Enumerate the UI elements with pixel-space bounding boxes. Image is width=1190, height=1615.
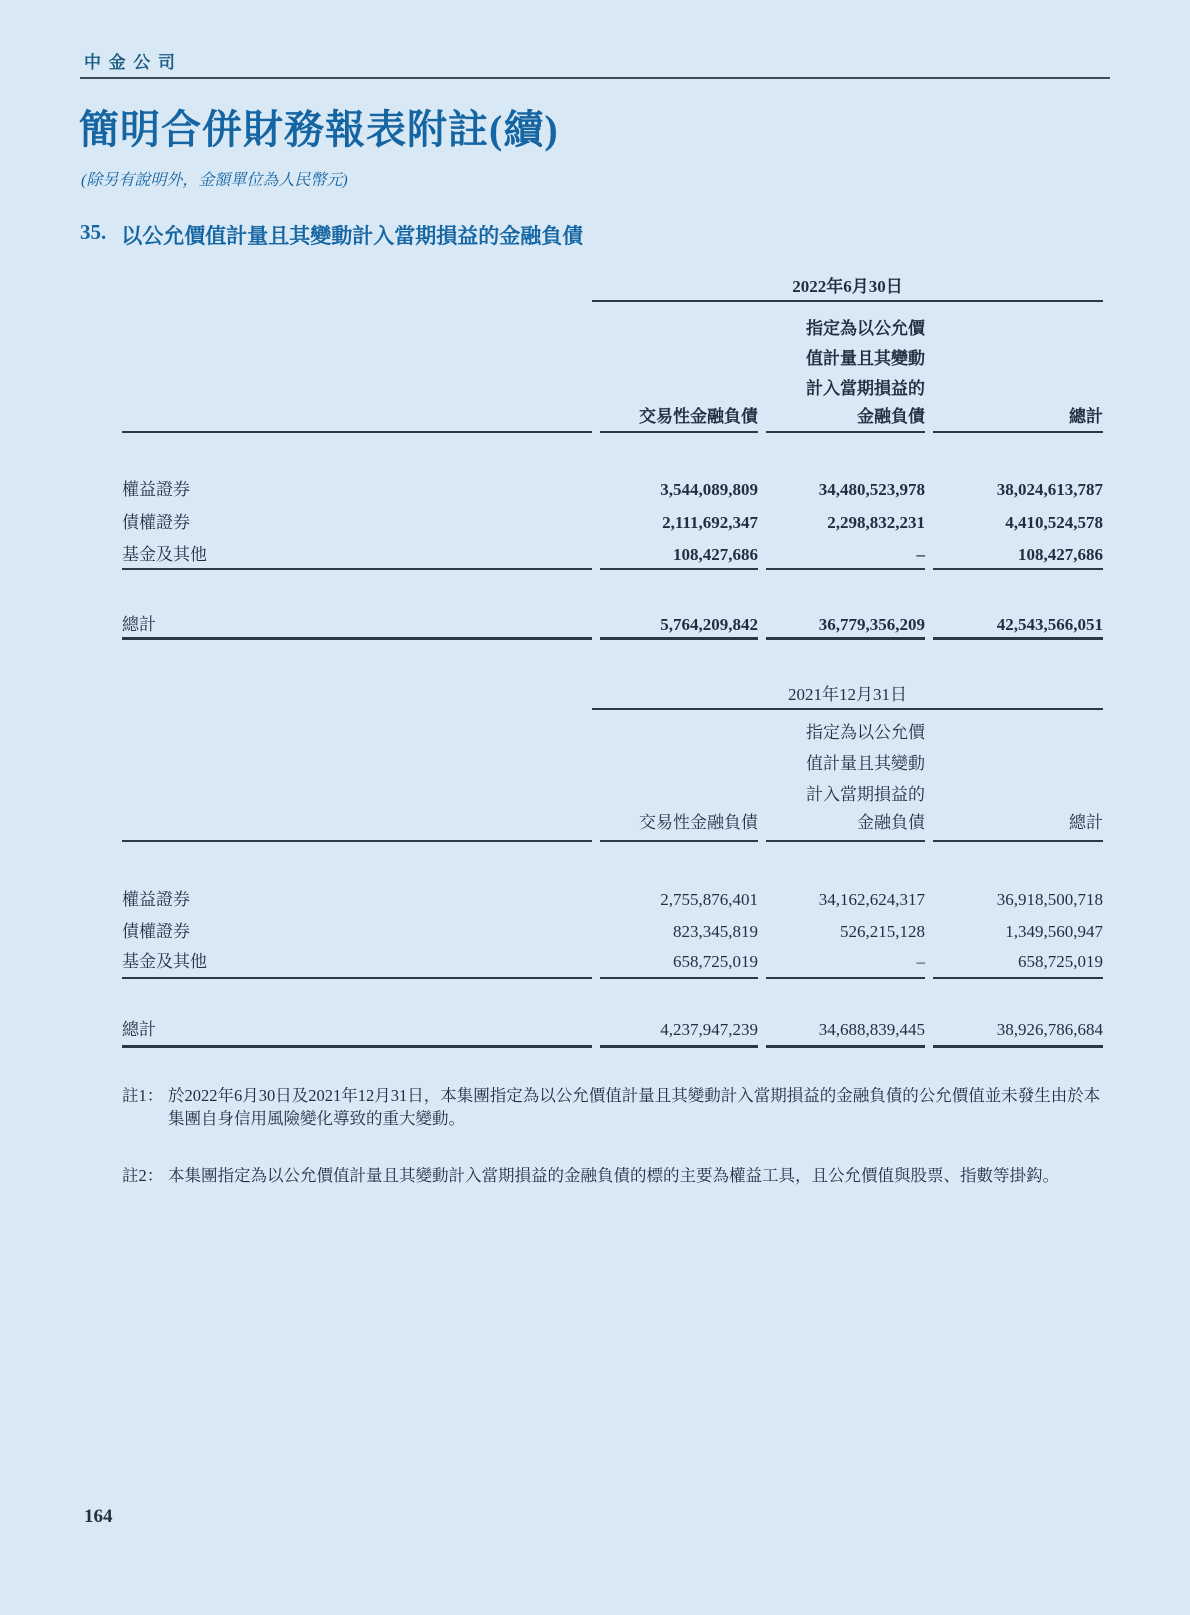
cell-value: 2,111,692,347 <box>662 513 758 532</box>
note-label: 註1： <box>122 1086 164 1105</box>
cell-value: 3,544,089,809 <box>660 480 758 499</box>
row-label: 基金及其他 <box>122 952 207 971</box>
page-subtitle: (除另有說明外，金額單位為人民幣元) <box>81 172 348 189</box>
column-header: 總計 <box>1069 407 1103 426</box>
section-heading <box>80 220 583 250</box>
empty-header-cell <box>122 406 592 428</box>
designated-line: 指定為以公允價 <box>806 319 925 338</box>
total-value: 36,779,356,209 <box>818 615 925 634</box>
column-header: 總計 <box>1069 813 1103 832</box>
company-name: 中金公司 <box>84 53 183 72</box>
column-header-row <box>122 812 1103 834</box>
table-2022 <box>122 260 1103 650</box>
table-date-header: 2021年12月31日 <box>788 685 907 704</box>
designated-column-header <box>592 314 925 404</box>
table-bottom-rule <box>122 1045 1103 1048</box>
note-text: 本集團指定為以公允價值計量且其變動計入當期損益的金融負債的標的主要為權益工具，且公允價值與股票、指數等掛鈎。 <box>168 1166 1059 1185</box>
cell-value: 658,725,019 <box>1018 952 1103 971</box>
total-label: 總計 <box>122 615 156 634</box>
total-row <box>122 1019 1103 1041</box>
designated-line: 值計量且其變動 <box>806 349 925 368</box>
table-row <box>122 544 1103 566</box>
cell-value: – <box>916 952 925 971</box>
cell-value: 34,480,523,978 <box>818 480 925 499</box>
cell-value: 4,410,524,578 <box>1005 513 1103 532</box>
header-divider <box>80 77 1110 79</box>
designated-line: 指定為以公允價 <box>806 723 925 742</box>
row-label: 債權證券 <box>122 922 190 941</box>
table-2021 <box>122 650 1103 1060</box>
cell-value: 526,215,128 <box>840 922 925 941</box>
empty-header-cell <box>122 812 592 834</box>
total-value: 34,688,839,445 <box>818 1020 925 1039</box>
date-header-rule <box>592 300 1103 302</box>
table-bottom-rule <box>122 637 1103 640</box>
designated-line: 計入當期損益的 <box>806 785 925 804</box>
table-row <box>122 479 1103 501</box>
note-1 <box>122 1084 1103 1130</box>
total-row <box>122 614 1103 636</box>
cell-value: – <box>916 545 925 564</box>
table-row <box>122 889 1103 911</box>
table-row <box>122 512 1103 534</box>
cell-value: 2,755,876,401 <box>660 890 758 909</box>
date-header-rule <box>592 708 1103 710</box>
cell-value: 658,725,019 <box>673 952 758 971</box>
row-label: 基金及其他 <box>122 545 207 564</box>
column-header: 金融負債 <box>857 407 925 426</box>
column-header-row <box>122 406 1103 428</box>
header-underline <box>122 840 1103 842</box>
designated-line: 值計量且其變動 <box>806 754 925 773</box>
note-label: 註2： <box>122 1166 164 1185</box>
cell-value: 38,024,613,787 <box>996 480 1103 499</box>
table-row <box>122 951 1103 973</box>
header-underline <box>122 431 1103 433</box>
cell-value: 108,427,686 <box>1018 545 1103 564</box>
subtotal-rule <box>122 977 1103 979</box>
note-text: 於2022年6月30日及2021年12月31日，本集團指定為以公允價值計量且其變動計入當期損益的金融負債的公允價值並未發生由於本集團自身信用風險變化導致的重大變動。 <box>168 1086 1101 1128</box>
total-label: 總計 <box>122 1020 156 1039</box>
section-number: 35. <box>80 220 107 244</box>
cell-value: 823,345,819 <box>673 922 758 941</box>
section-title: 以公允價值計量且其變動計入當期損益的金融負債 <box>121 224 584 248</box>
row-label: 債權證券 <box>122 513 190 532</box>
table-date-header: 2022年6月30日 <box>792 277 903 296</box>
row-label: 權益證券 <box>122 480 190 499</box>
total-value: 42,543,566,051 <box>996 615 1103 634</box>
cell-value: 36,918,500,718 <box>996 890 1103 909</box>
column-header: 金融負債 <box>857 813 925 832</box>
total-value: 4,237,947,239 <box>660 1020 758 1039</box>
cell-value: 2,298,832,231 <box>827 513 925 532</box>
subtotal-rule <box>122 568 1103 570</box>
cell-value: 108,427,686 <box>673 545 758 564</box>
designated-line: 計入當期損益的 <box>806 379 925 398</box>
cell-value: 1,349,560,947 <box>1005 922 1103 941</box>
page-number: 164 <box>84 1506 113 1527</box>
table-row <box>122 921 1103 943</box>
total-value: 38,926,786,684 <box>996 1020 1103 1039</box>
row-label: 權益證券 <box>122 890 190 909</box>
column-header: 交易性金融負債 <box>639 407 758 426</box>
designated-column-header <box>592 717 925 810</box>
column-header: 交易性金融負債 <box>639 813 758 832</box>
total-value: 5,764,209,842 <box>660 615 758 634</box>
page-title: 簡明合併財務報表附註(續) <box>79 107 559 152</box>
note-2 <box>122 1164 1103 1187</box>
cell-value: 34,162,624,317 <box>818 890 925 909</box>
